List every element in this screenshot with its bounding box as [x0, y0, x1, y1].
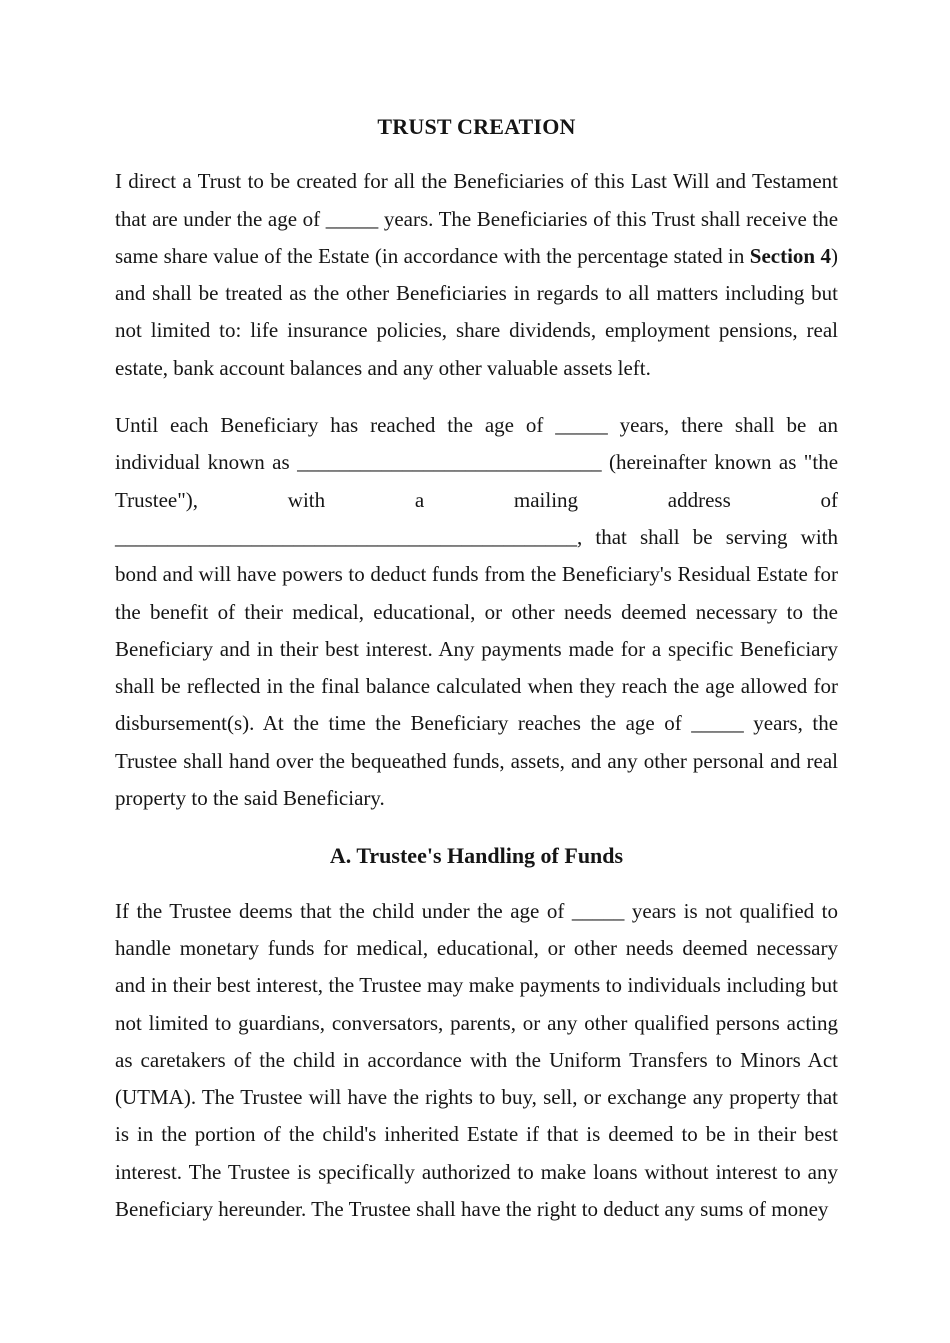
trustee-text-3: (hereinafter known as "the Trustee"), with a mailing address of: [115, 450, 839, 512]
age-blank-field: _____: [325, 206, 379, 231]
age-blank-field: _____: [691, 711, 744, 736]
age-blank-field: _____: [555, 413, 608, 438]
page-title: TRUST CREATION: [377, 114, 576, 139]
trustee-appointment-paragraph: [115, 407, 838, 817]
intro-text-1: I direct a Trust to be created for all the Beneficiaries of this Last Will and Testament that are under the age of: [115, 169, 838, 231]
intro-text-3: ) and shall be treated as the other Beneficiaries in regards to all matters including but not limited to: life insurance policies, share dividends, employment pensions, real estate, bank account balances and any other valuable assets left.: [115, 243, 839, 380]
intro-text-2: years. The Beneficiaries of this Trust shall receive the same share value of the Estate (in accordance with the percentage stated in: [115, 206, 839, 268]
trustee-text-1: Until each Beneficiary has reached the age of: [115, 413, 544, 438]
trustee-text-4: , that shall be serving with bond and will have powers to deduct funds from the Beneficiary's Residual Estate for the benefit of their medical, educational, or other needs deemed necessary to the Beneficiary and in their best interest. Any payments made for a specific Beneficiary shall be reflected in the final balance calculated when they reach the age allowed for disbursement(s). At the time the Beneficiary reaches the age of: [115, 524, 838, 736]
trustee-text-2: years, there shall be an individual known as: [115, 413, 838, 475]
section-4-reference: Section 4: [749, 243, 832, 268]
mailing-address-blank-field: ____________________________________________: [115, 524, 577, 549]
age-blank-field: _____: [571, 898, 625, 923]
handling-text-1: If the Trustee deems that the child under the age of: [115, 898, 565, 923]
trustee-text-5: years, the Trustee shall hand over the bequeathed funds, assets, and any other personal and real property to the said Beneficiary.: [115, 711, 839, 811]
trustee-name-blank-field: _____________________________: [297, 450, 602, 475]
handling-text-2: years is not qualified to handle monetary funds for medical, educational, or other needs deemed necessary and in their best interest, the Trustee may make payments to individuals including but not limited to guardians, conversators, parents, or any other qualified persons acting as caretakers of the child in accordance with the Uniform Transfers to Minors Act (UTMA). The Trustee will have the rights to buy, sell, or exchange any property that is in the portion of the child's inherited Estate if that is deemed to be in their best interest. The Trustee is specifically authorized to make loans without interest to any Beneficiary hereunder. The Trustee shall have the right to deduct any sums of money: [115, 898, 838, 1222]
section-a-heading: A. Trustee's Handling of Funds: [329, 843, 624, 869]
handling-of-funds-paragraph: [115, 893, 838, 1229]
intro-paragraph: [115, 163, 838, 387]
